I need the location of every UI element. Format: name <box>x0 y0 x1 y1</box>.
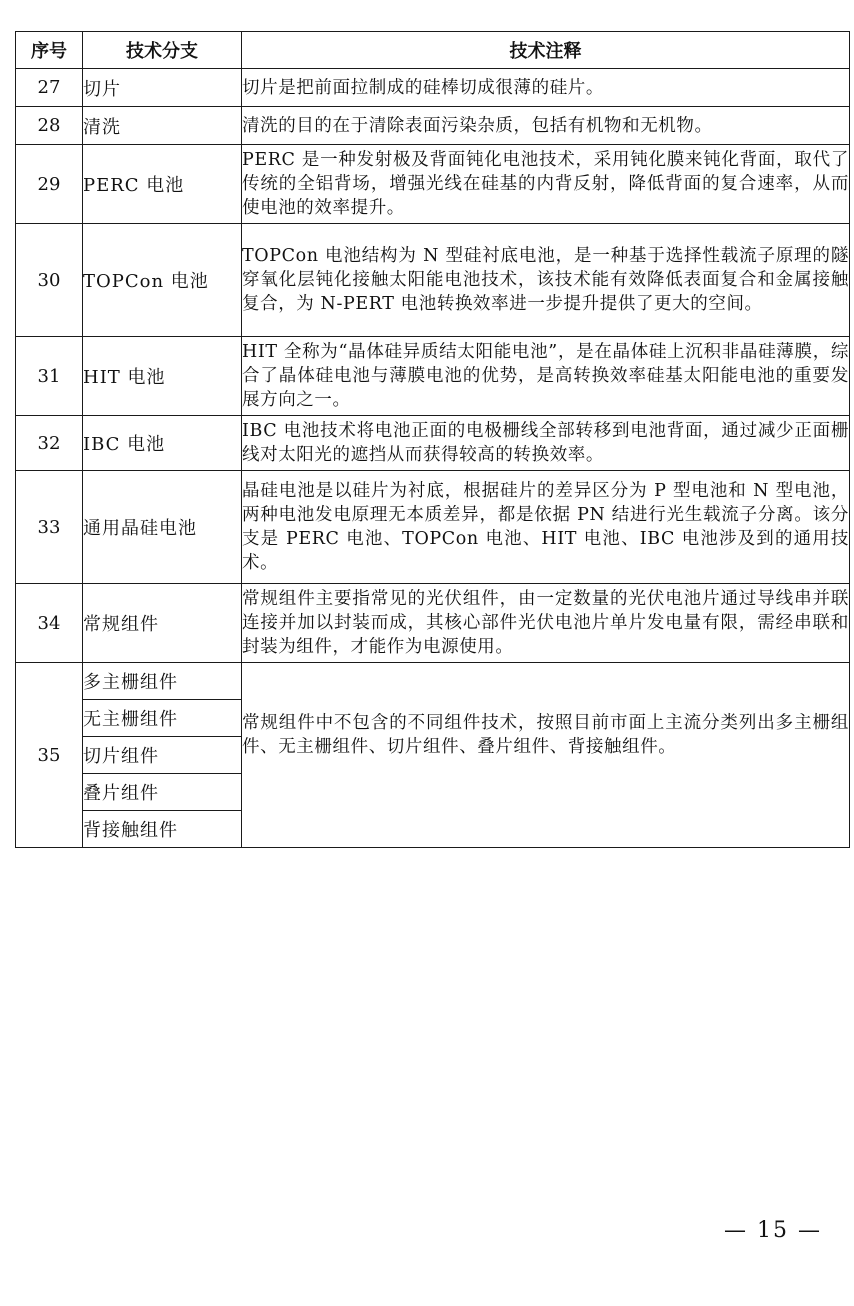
row-branch: 无主栅组件 <box>83 700 242 737</box>
row-branch: 切片组件 <box>83 737 242 774</box>
row-note: IBC 电池技术将电池正面的电极栅线全部转移到电池背面，通过减少正面栅线对太阳光的遮挡从而获得较高的转换效率。 <box>242 416 850 471</box>
row-branch: 背接触组件 <box>83 811 242 848</box>
row-number: 31 <box>16 337 83 416</box>
row-number: 33 <box>16 471 83 584</box>
table-row-34 <box>16 584 850 663</box>
row-note: HIT 全称为“晶体硅异质结太阳能电池”，是在晶体硅上沉积非晶硅薄膜，综合了晶体硅电池与薄膜电池的优势，是高转换效率硅基太阳能电池的重要发展方向之一。 <box>242 337 850 416</box>
row-branch: 切片 <box>83 69 242 107</box>
table-row-35 <box>16 663 850 700</box>
row-note: 晶硅电池是以硅片为衬底，根据硅片的差异区分为 P 型电池和 N 型电池，两种电池发电原理无本质差异，都是依据 PN 结进行光生载流子分离。该分支是 PERC 电池、TOPCon 电池、HIT 电池、IBC 电池涉及到的通用技术。 <box>242 471 850 584</box>
row-branch: 通用晶硅电池 <box>83 471 242 584</box>
row-branch: PERC 电池 <box>83 145 242 224</box>
row-number: 28 <box>16 107 83 145</box>
row-note: 常规组件主要指常见的光伏组件，由一定数量的光伏电池片通过导线串并联连接并加以封装而成，其核心部件光伏电池片单片发电量有限，需经串联和封装为组件，才能作为电源使用。 <box>242 584 850 663</box>
row-number: 27 <box>16 69 83 107</box>
table-row-29 <box>16 145 850 224</box>
table-row-28 <box>16 107 850 145</box>
header-tech-note: 技术注释 <box>242 32 850 69</box>
technology-table <box>15 31 850 848</box>
row-branch: 多主栅组件 <box>83 663 242 700</box>
row-note: 常规组件中不包含的不同组件技术，按照目前市面上主流分类列出多主栅组件、无主栅组件、切片组件、叠片组件、背接触组件。 <box>242 663 850 848</box>
page-number: — 15 — <box>724 1218 822 1243</box>
table-header-row <box>16 32 850 69</box>
row-number: 34 <box>16 584 83 663</box>
table-row-27 <box>16 69 850 107</box>
row-branch: IBC 电池 <box>83 416 242 471</box>
header-serial-number: 序号 <box>16 32 83 69</box>
row-note: TOPCon 电池结构为 N 型硅衬底电池，是一种基于选择性载流子原理的隧穿氧化层钝化接触太阳能电池技术，该技术能有效降低表面复合和金属接触复合，为 N-PERT 电池转换效率进一步提升提供了更大的空间。 <box>242 224 850 337</box>
row-branch: HIT 电池 <box>83 337 242 416</box>
row-note: 切片是把前面拉制成的硅棒切成很薄的硅片。 <box>242 69 850 107</box>
row-branch: TOPCon 电池 <box>83 224 242 337</box>
table-row-32 <box>16 416 850 471</box>
row-number: 32 <box>16 416 83 471</box>
row-branch: 清洗 <box>83 107 242 145</box>
table-row-30 <box>16 224 850 337</box>
table-row-33 <box>16 471 850 584</box>
row-note: 清洗的目的在于清除表面污染杂质，包括有机物和无机物。 <box>242 107 850 145</box>
row-number: 29 <box>16 145 83 224</box>
header-tech-branch: 技术分支 <box>83 32 242 69</box>
row-branch: 常规组件 <box>83 584 242 663</box>
row-number: 30 <box>16 224 83 337</box>
table-row-31 <box>16 337 850 416</box>
row-branch: 叠片组件 <box>83 774 242 811</box>
row-note: PERC 是一种发射极及背面钝化电池技术，采用钝化膜来钝化背面，取代了传统的全铝背场，增强光线在硅基的内背反射，降低背面的复合速率，从而使电池的效率提升。 <box>242 145 850 224</box>
row-number: 35 <box>16 663 83 848</box>
